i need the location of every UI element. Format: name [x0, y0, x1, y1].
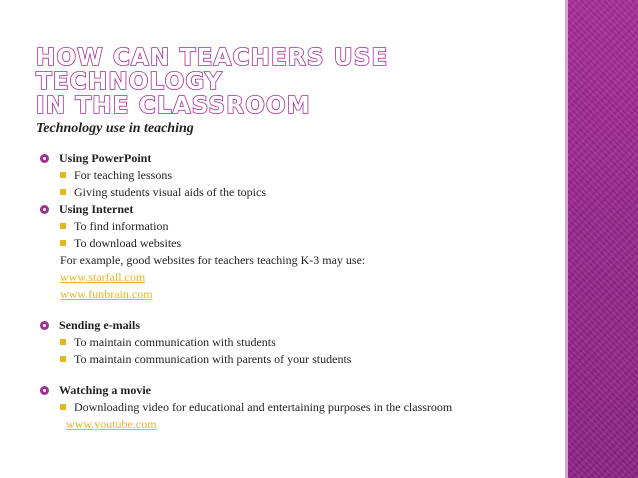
title-line-2: IN THE CLASSROOM	[36, 93, 311, 119]
link-row	[40, 269, 550, 286]
square-bullet-icon	[60, 172, 66, 178]
sub-bullet-text: Downloading video for educational and entertaining purposes in the classroom	[74, 400, 453, 414]
bullet-heading: Using PowerPoint	[59, 151, 152, 165]
circle-bullet-icon	[40, 386, 49, 395]
circle-bullet-icon	[40, 205, 49, 214]
spacer	[40, 303, 550, 317]
square-bullet-icon	[60, 339, 66, 345]
square-bullet-icon	[60, 356, 66, 362]
square-bullet-icon	[60, 189, 66, 195]
bullet-heading: Watching a movie	[59, 383, 151, 397]
sub-bullet-text: To download websites	[74, 236, 182, 250]
link-row	[40, 416, 550, 433]
sub-bullet	[40, 184, 550, 201]
sub-bullet-text: For teaching lessons	[74, 168, 172, 182]
link-row	[40, 286, 550, 303]
link-funbrain[interactable]: www.funbrain.com	[60, 287, 153, 301]
sub-bullet	[40, 235, 550, 252]
sub-bullet-text: To find information	[74, 219, 169, 233]
spacer	[40, 368, 550, 382]
bullet-using-powerpoint	[40, 150, 550, 167]
slide-title	[36, 46, 536, 118]
sub-bullet	[40, 334, 550, 351]
square-bullet-icon	[60, 223, 66, 229]
sub-bullet-text: To maintain communication with students	[74, 335, 276, 349]
sub-bullet	[40, 167, 550, 184]
circle-bullet-icon	[40, 154, 49, 163]
bullet-content	[40, 150, 550, 433]
square-bullet-icon	[60, 240, 66, 246]
decorative-side-band	[568, 0, 638, 478]
bullet-watching-movie	[40, 382, 550, 399]
circle-bullet-icon	[40, 321, 49, 330]
bullet-using-internet	[40, 201, 550, 218]
bullet-sending-emails	[40, 317, 550, 334]
sub-bullet-text: Giving students visual aids of the topics	[74, 185, 266, 199]
sub-bullet	[40, 351, 550, 368]
title-line-1: HOW CAN TEACHERS USE TECHNOLOGY	[36, 45, 389, 95]
example-note: For example, good websites for teachers teaching K-3 may use:	[60, 253, 366, 267]
bullet-heading: Sending e-mails	[59, 318, 141, 332]
slide-subtitle: Technology use in teaching	[36, 121, 194, 136]
link-starfall[interactable]: www.starfall.com	[60, 270, 146, 284]
link-youtube[interactable]: www.youtube.com	[66, 417, 157, 431]
square-bullet-icon	[60, 404, 66, 410]
sub-bullet-text: To maintain communication with parents of your students	[74, 352, 352, 366]
sub-bullet	[40, 399, 550, 416]
bullet-heading: Using Internet	[59, 202, 134, 216]
sub-bullet	[40, 218, 550, 235]
